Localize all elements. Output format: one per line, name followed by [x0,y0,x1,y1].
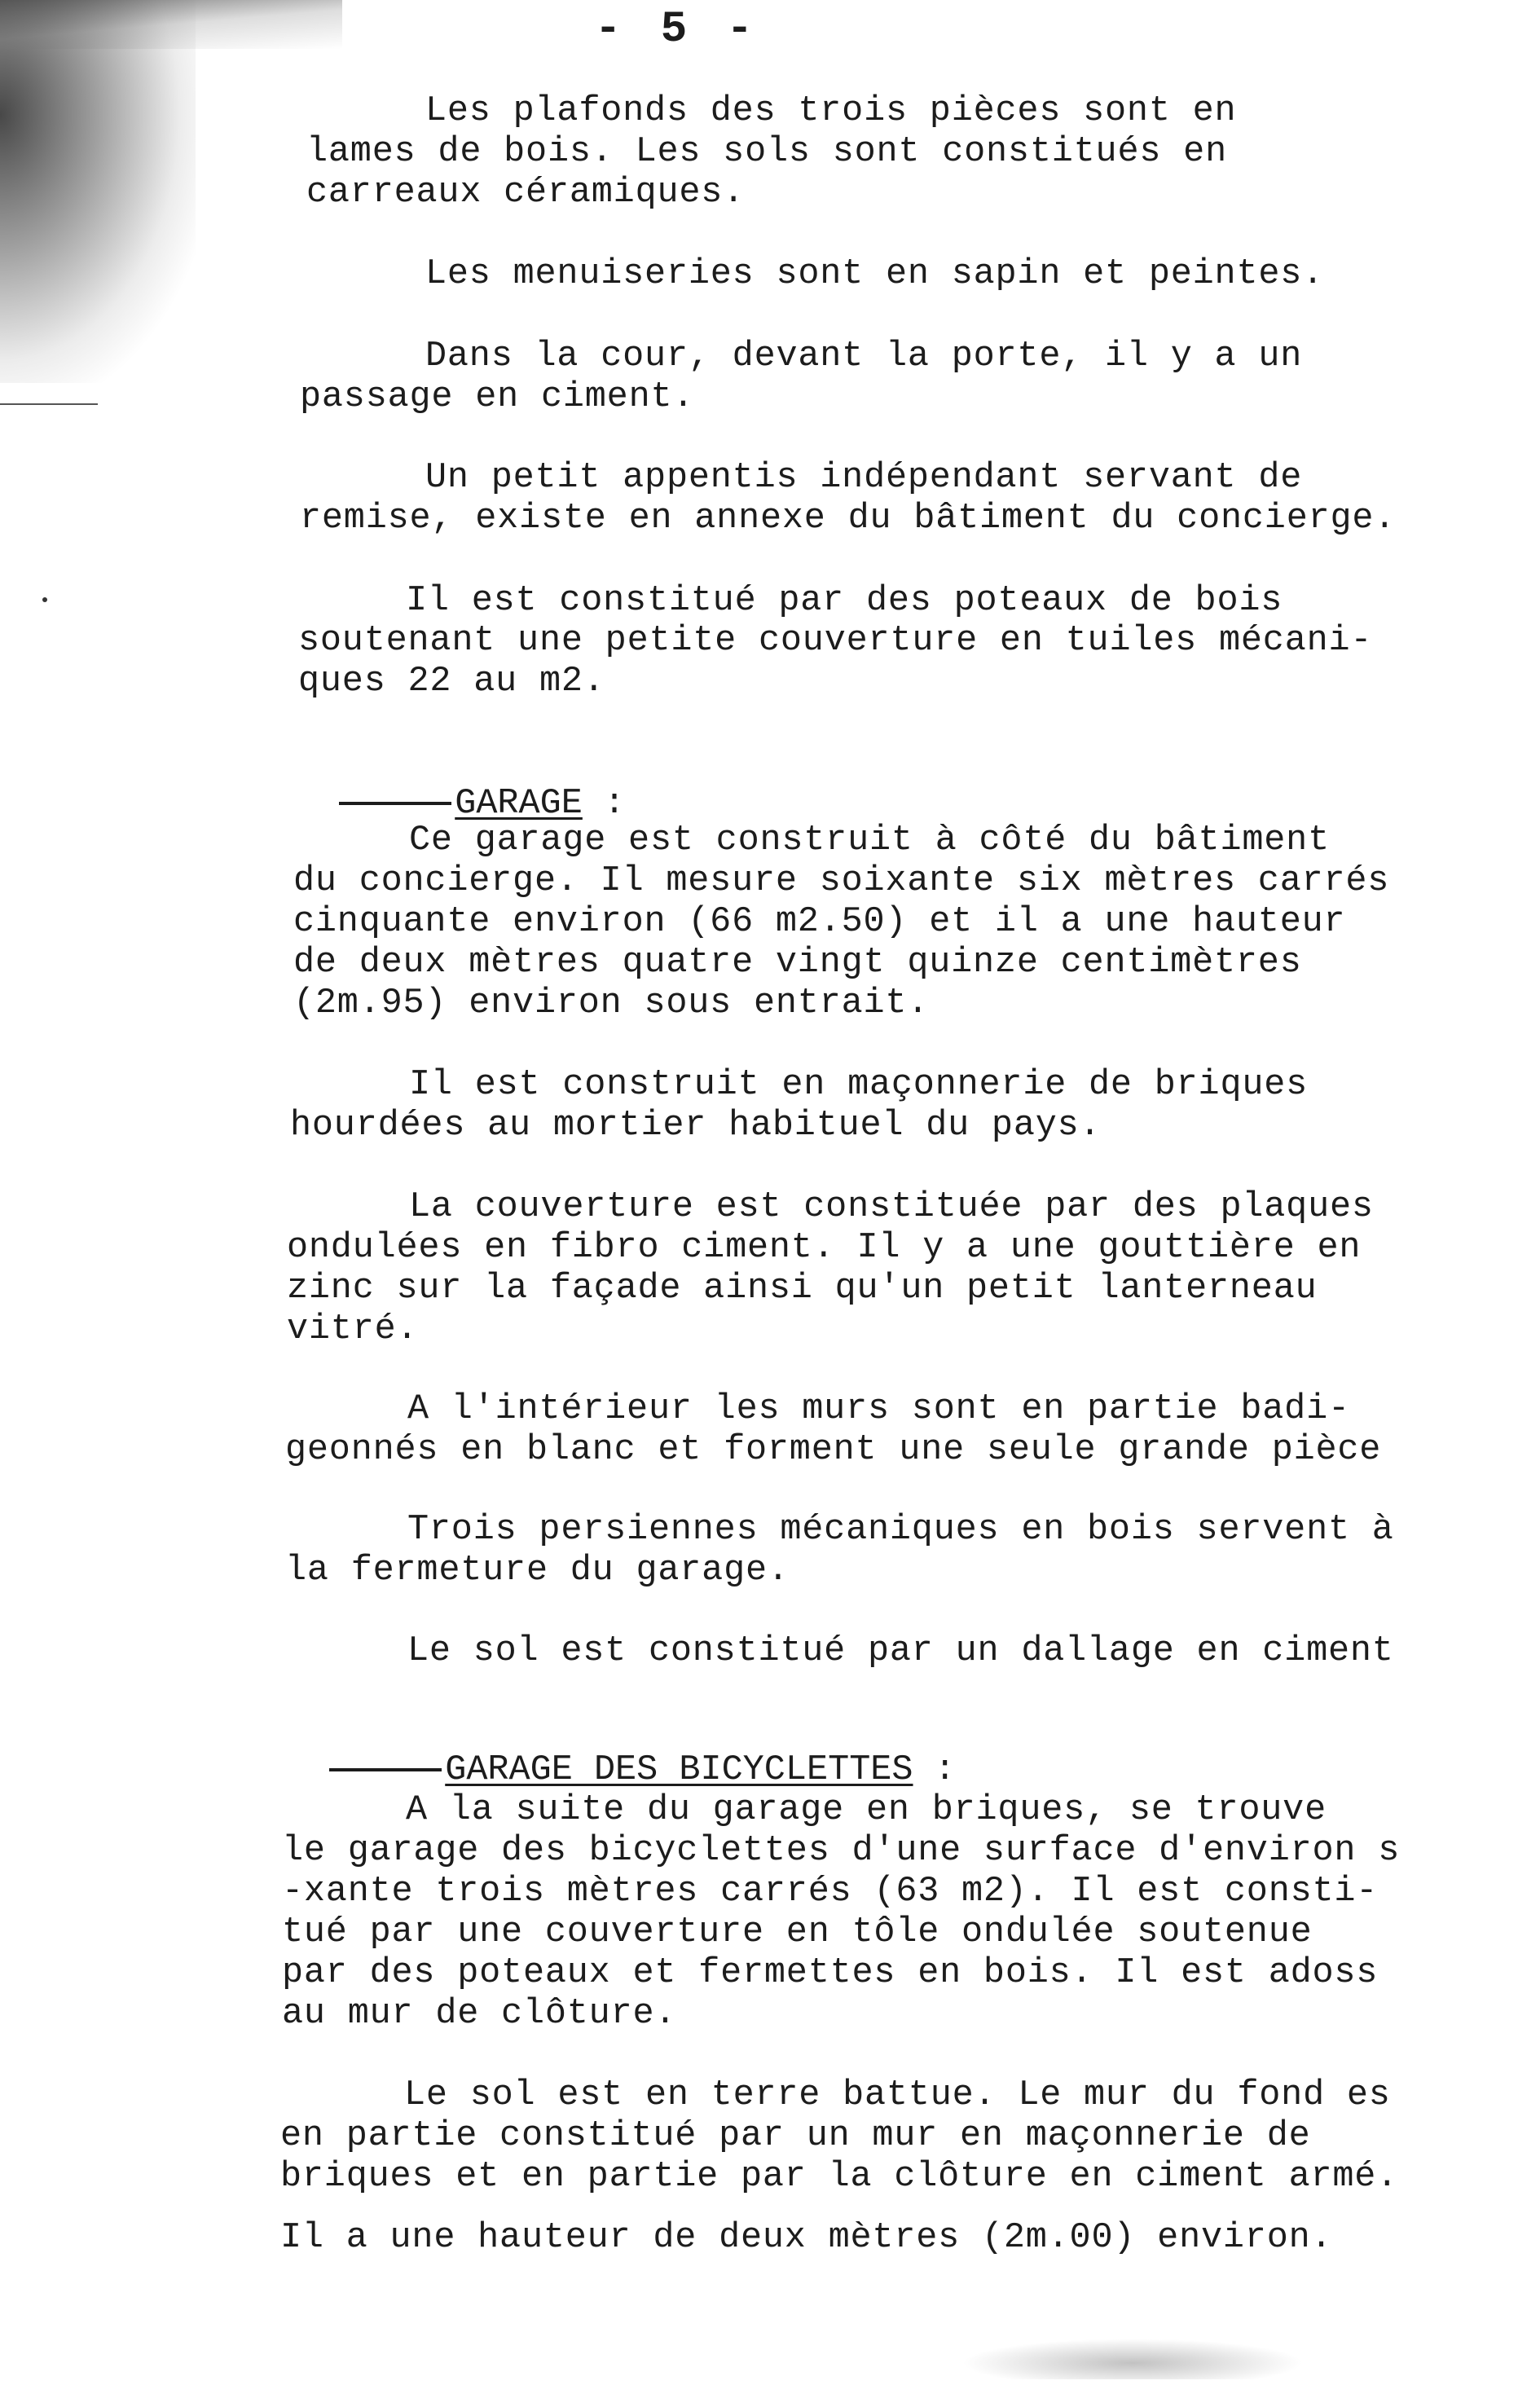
text-line: La couverture est constituée par des plaques [409,1187,1374,1227]
text-line: Dans la cour, devant la porte, il y a un [425,337,1303,376]
text-line: soutenant une petite couverture en tuiles mécani- [298,621,1373,661]
scan-shadow-top [0,0,342,49]
heading-title: GARAGE DES BICYCLETTES [445,1750,913,1790]
heading-colon: : [582,784,626,824]
section-heading-garage [297,743,625,825]
text-line: en partie constitué par un mur en maçonnerie de [280,2116,1311,2156]
text-line: Un petit appentis indépendant servant de [425,458,1303,498]
text-line: du concierge. Il mesure soixante six mètres carrés [293,861,1390,901]
text-line: passage en ciment. [300,377,695,417]
text-line: ondulées en fibro ciment. Il y a une gouttière en [287,1228,1362,1268]
text-line: -xante trois mètres carrés (63 m2). Il est consti- [282,1872,1379,1912]
text-line: vitré. [287,1309,419,1349]
text-line: de deux mètres quatre vingt quinze centimètres [293,943,1302,983]
text-line: par des poteaux et fermettes en bois. Il est adoss [282,1953,1379,1993]
text-line: briques et en partie par la clôture en ciment armé. [280,2157,1399,2197]
text-line: au mur de clôture. [282,1994,677,2034]
text-line: carreaux céramiques. [306,173,746,213]
margin-dot [42,597,47,602]
text-line: la fermeture du garage. [285,1551,790,1591]
heading-rule [329,1768,442,1771]
text-line: le garage des bicyclettes d'une surface d'environ s [282,1831,1401,1871]
text-line: Il est construit en maçonnerie de briques [409,1065,1309,1105]
scan-noise-bottom [961,2339,1304,2379]
text-line: Il a une hauteur de deux mètres (2m.00) environ. [280,2218,1333,2258]
text-line: Les plafonds des trois pièces sont en [425,91,1237,131]
text-line: zinc sur la façade ainsi qu'un petit lanterneau [287,1269,1318,1309]
text-line: A l'intérieur les murs sont en partie badi- [407,1389,1350,1429]
text-line: cinquante environ (66 m2.50) et il a une hauteur [293,902,1346,942]
text-line: hourdées au mortier habituel du pays. [290,1106,1102,1146]
text-line: Il est constitué par des poteaux de bois [406,581,1283,621]
text-line: A la suite du garage en briques, se trouve [406,1790,1327,1830]
heading-colon: : [913,1750,956,1790]
text-line: Les menuiseries sont en sapin et peintes. [425,254,1325,294]
text-line: Le sol est en terre battue. Le mur du fond es [404,2075,1391,2115]
text-line: Le sol est constitué par un dallage en ciment [407,1631,1394,1671]
text-line: tué par une couverture en tôle ondulée soutenue [282,1912,1313,1952]
text-line: Trois persiennes mécaniques en bois servent à [407,1510,1394,1550]
text-line: (2m.95) environ sous entrait. [293,984,930,1023]
text-line: Ce garage est construit à côté du bâtiment [409,821,1330,860]
heading-title: GARAGE [455,784,583,824]
text-line: ques 22 au m2. [298,662,605,702]
margin-mark [0,403,98,405]
scan-shadow-left [0,0,196,383]
text-line: remise, existe en annexe du bâtiment du concierge. [300,499,1397,539]
heading-rule [339,802,451,805]
page-number: - 5 - [595,5,760,55]
text-line: geonnés en blanc et forment une seule grande pièce [285,1430,1382,1470]
section-heading-bicycles [287,1710,956,1791]
text-line: lames de bois. Les sols sont constitués en [306,132,1227,172]
